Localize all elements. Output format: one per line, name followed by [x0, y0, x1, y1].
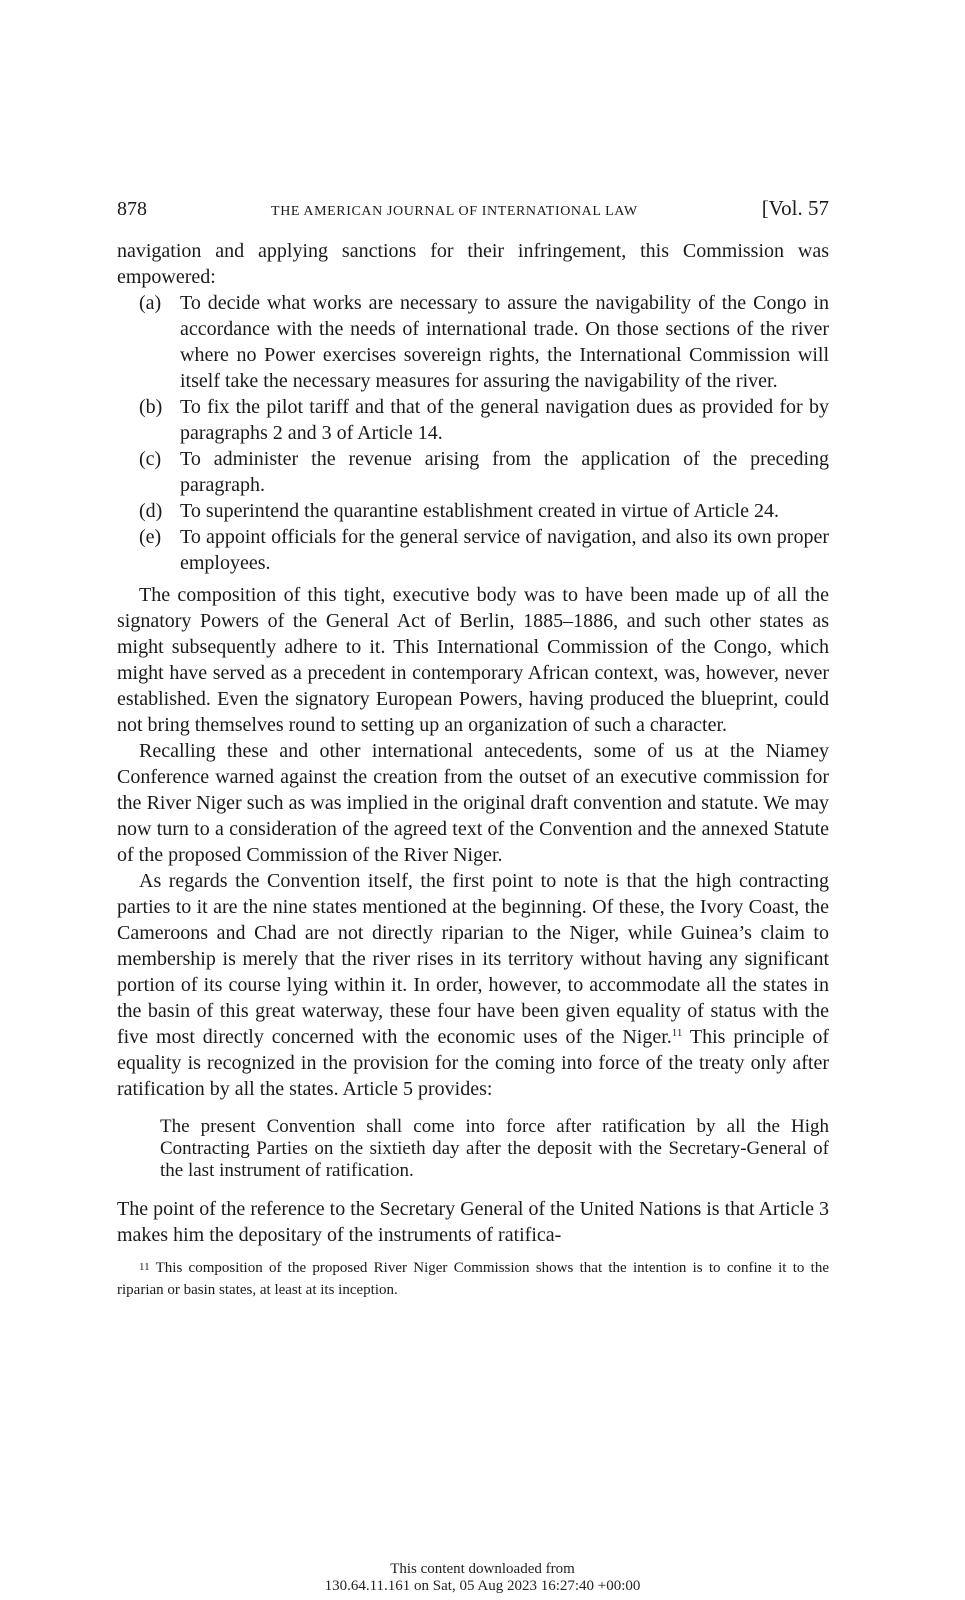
body-paragraph: Recalling these and other international antecedents, some of us at the Niamey Conference warned against the creation from the outset of an executive commission for the River Niger such as was implied in the original draft convention and statute. We may now turn to a consideration of the agreed text of the Convention and the annexed Statute of the proposed Commission of the River Niger.	[117, 740, 829, 866]
list-item-text: To fix the pilot tariff and that of the general navigation dues as provided for by paragraphs 2 and 3 of Article 14.	[180, 396, 829, 444]
list-item	[117, 394, 829, 446]
list-item-text: To appoint officials for the general service of navigation, and also its own proper employees.	[180, 526, 829, 574]
block-quote: The present Convention shall come into force after ratification by all the High Contracting Parties on the sixtieth day after the deposit with the Secretary-General of the last instrument of ratification.	[160, 1116, 829, 1181]
intro-paragraph: navigation and applying sanctions for their infringement, this Commission was empowered:	[117, 240, 829, 288]
footnote-reference[interactable]: 11	[671, 1027, 683, 1039]
list-item-label: (c)	[139, 448, 162, 470]
list-item-label: (a)	[139, 292, 162, 314]
powers-list	[117, 290, 829, 576]
list-item-text: To administer the revenue arising from the application of the preceding paragraph.	[180, 448, 829, 496]
body-paragraph-niger	[117, 868, 829, 1102]
list-item	[117, 290, 829, 394]
page-number: 878	[117, 198, 147, 220]
running-head	[117, 196, 829, 226]
list-item	[117, 446, 829, 498]
list-item-label: (d)	[139, 500, 163, 522]
closing-paragraph: The point of the reference to the Secretary General of the United Nations is that Article 3 makes him the depositary of the instruments of ratifica-	[117, 1198, 829, 1246]
list-item-text: To decide what works are necessary to assure the navigability of the Congo in accordance with the needs of international trade. On those sections of the river where no Power exercises sovereign rights, the International Commission will itself take the necessary measures for assuring the navigability of the river.	[180, 292, 829, 392]
list-item	[117, 524, 829, 576]
body-paragraph: The composition of this tight, executive body was to have been made up of all the signatory Powers of the General Act of Berlin, 1885–1886, and such other states as might subsequently adhere to it. This International Commission of the Congo, which might have served as a precedent in contemporary African context, was, however, never established. Even the signatory European Powers, having produced the blueprint, could not bring themselves round to setting up an organization of such a character.	[117, 584, 829, 736]
volume-label: [Vol. 57	[761, 196, 829, 220]
download-notice-line2: 130.64.11.161 on Sat, 05 Aug 2023 16:27:40 +00:00	[324, 1578, 641, 1594]
list-item-label: (e)	[139, 526, 162, 548]
paragraph-text: As regards the Convention itself, the first point to note is that the high contracting parties to it are the nine states mentioned at the beginning. Of these, the Ivory Coast, the Cameroons and Chad are not directly riparian to the Niger, while Guinea’s claim to membership is merely that the river rises in its territory without having any significant portion of its course lying within it. In order, however, to accommodate all the states in the basin of this great waterway, these four have been given equality of status with the five most directly concerned with the economic uses of the Niger.	[117, 870, 829, 1048]
footnote-text: This composition of the proposed River Niger Commission shows that the intention is to confine it to the riparian or basin states, at least at its inception.	[117, 1260, 829, 1298]
list-item-text: To superintend the quarantine establishment created in virtue of Article 24.	[180, 500, 779, 522]
journal-title: THE AMERICAN JOURNAL OF INTERNATIONAL LAW	[271, 204, 638, 219]
journal-page	[117, 196, 829, 1301]
list-item	[117, 498, 829, 524]
download-notice-line1: This content downloaded from	[390, 1561, 575, 1577]
paragraph-text: This principle of equality is recognized in the provision for the coming into force of the treaty only after ratification by all the states. Article 5 provides:	[117, 1026, 829, 1100]
footnote-number: 11	[139, 1261, 150, 1273]
download-notice	[0, 1561, 965, 1595]
footnote	[117, 1256, 829, 1301]
list-item-label: (b)	[139, 396, 163, 418]
